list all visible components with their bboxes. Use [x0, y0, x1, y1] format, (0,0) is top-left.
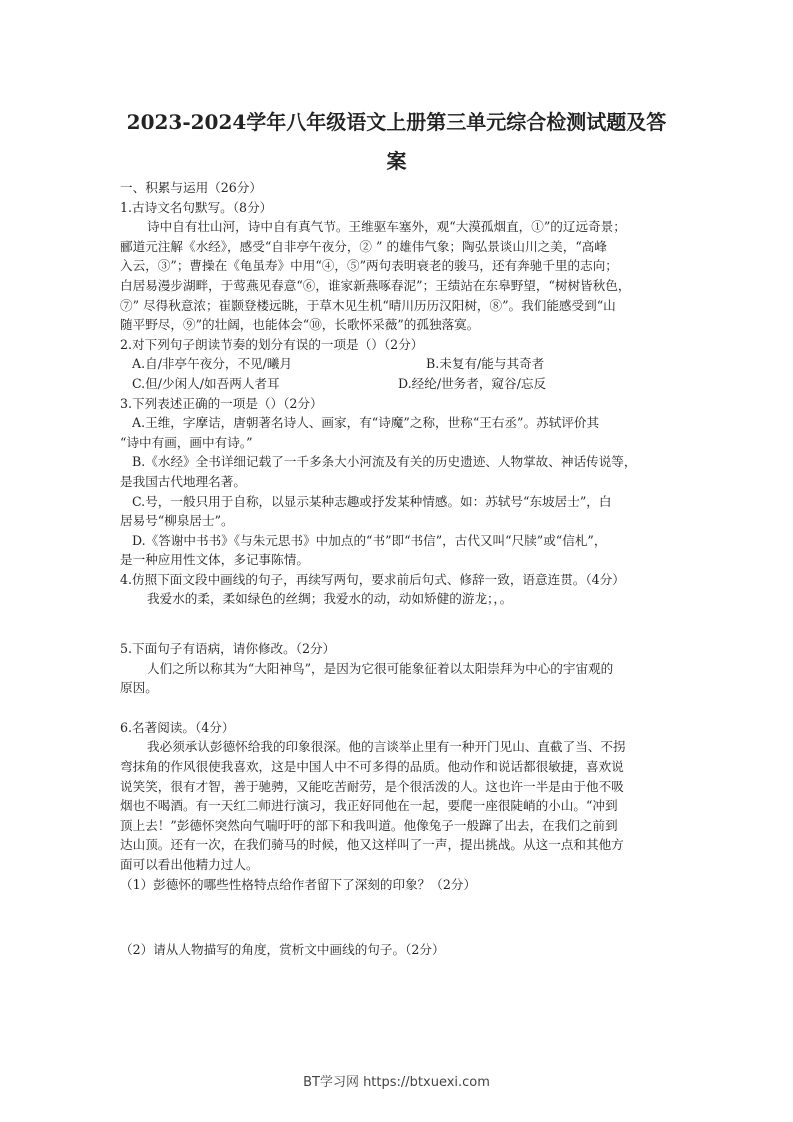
question-1-text: 郦道元注解《水经》，感受“自非亭午夜分，② ” 的雄伟气象；陶弘景谈山川之美，“高峰 [120, 238, 607, 254]
document-title-line2: 案 [386, 149, 407, 173]
question-2-options-cd [120, 374, 680, 394]
option-c: C.号，一般只用于自称，以显示某种志趣或抒发某种情感。如：苏轼号“东坡居士”，白 [132, 493, 612, 509]
question-1-text: 白居易漫步湖畔，于莺燕见春意“⑥，谁家新燕啄春泥”；王绩站在东皋野望，“树树皆秋色， [120, 277, 631, 293]
passage-line: 我必须承认彭德怀给我的印象很深。他的言谈举止里有一种开门见山、直截了当、不拐 [147, 739, 626, 755]
sub-question-2: （2）请从人物描写的角度，赏析文中画线的句子。（2分） [120, 942, 445, 958]
option-d: D.《答谢中书书》《与朱元思书》中加点的“书”即“书信”，古代又叫“尺牍”或“信札”， [132, 532, 607, 548]
section-heading: 一、积累与运用（26分） [120, 180, 262, 195]
question-6-stem: 6.名著阅读。（4分） [120, 719, 235, 735]
passage-line: 达山顶。还有一次，在我们骑马的时候，他又这样叫了一声，提出挑战。从这一点和其他方 [120, 837, 624, 853]
passage-line: 烟也不喝酒。有一天红二师进行演习，我正好同他在一起，要爬一座很陡峭的小山。“冲到 [120, 798, 618, 814]
option-b-cont: 是我国古代地理名著。 [120, 473, 246, 489]
question-2-stem: 2.对下列句子朗读节奏的划分有误的一项是（）（2分） [120, 336, 424, 352]
question-4-text: 我爱水的柔，柔如绿色的丝绸；我爱水的动，动如矫健的游龙；，。 [147, 591, 513, 607]
question-5-text: 原因。 [120, 680, 158, 696]
question-2-options-ab [120, 354, 680, 374]
question-5-text: 人们之所以称其为“大阳神鸟”，是因为它很可能象征着以太阳崇拜为中心的宇宙观的 [147, 660, 614, 676]
passage-line: 弯抹角的作风很使我喜欢，这是中国人中不可多得的品质。他动作和说话都很敏捷，喜欢说 [120, 759, 624, 775]
option-d-cont: 是一种应用性文体，多记事陈情。 [120, 552, 309, 568]
question-4-stem: 4.仿照下面文段中画线的句子，再续写两句，要求前后句式、修辞一致，语意连贯。（4分） [120, 571, 625, 587]
passage-line: 说笑笑，很有才智，善于驰骋，又能吃苦耐劳，是个很活泼的人。这也许一半是由于他不吸 [120, 778, 624, 794]
question-1-text: 入云，③”；曹操在《龟虽寿》中用“④，⑤”两句表明衰老的骏马，还有奔驰千里的志向； [120, 258, 618, 274]
question-1-text: 诗中自有壮山河，诗中自有真气节。王维驱车塞外，观“大漠孤烟直，①”的辽远奇景； [147, 219, 626, 235]
question-1-stem: 1.古诗文名句默写。（8分） [120, 199, 273, 215]
passage-line: 顶上去！”彭德怀突然向气喘吁吁的部下和我叫道。他像兔子一般蹿了出去，在我们之前到 [120, 817, 618, 833]
option-a-cont: “诗中有画，画中有诗。” [120, 434, 253, 450]
footer-watermark: BT学习网 https://btxuexi.com [303, 1075, 490, 1090]
option-b: B.未复有/能与其奇者 [426, 356, 545, 372]
passage-line: 面可以看出他精力过人。 [120, 857, 259, 872]
option-b: B.《水经》全书详细记载了一千多条大小河流及有关的历史遗迹、人物掌故、神话传说等， [132, 454, 637, 470]
option-a: A.自/非亭午夜分，不见/曦月 [132, 356, 293, 372]
sub-question-1: （1）彭德怀的哪些性格特点给作者留下了深刻的印象？（2分） [120, 876, 477, 892]
document-title-line1: 2023-2024学年八年级语文上册第三单元综合检测试题及答 [126, 110, 667, 134]
question-1-text: ⑦” 尽得秋意浓；崔颢登楼远眺，于草木见生机“晴川历历汉阳树，⑧”。我们能感受到“山 [120, 297, 616, 313]
option-c-cont: 居易号“柳泉居士”。 [120, 513, 234, 529]
exam-body [120, 178, 680, 960]
question-5-stem: 5.下面句子有语病，请你修改。（2分） [120, 641, 336, 657]
question-3-stem: 3.下列表述正确的一项是（）（2分） [120, 395, 323, 411]
option-c: C.但/少闲人/如吾两人者耳 [132, 375, 280, 391]
question-1-text: 随平野尽，⑨”的壮阔，也能体会“⑩，长歌怀采薇”的孤独落寞。 [120, 317, 480, 333]
option-d: D.经纶/世务者，窥谷/忘反 [398, 375, 547, 391]
option-a: A.王维，字摩诘，唐朝著名诗人、画家，有“诗魔”之称，世称“王右丞”。苏轼评价其 [132, 415, 600, 431]
